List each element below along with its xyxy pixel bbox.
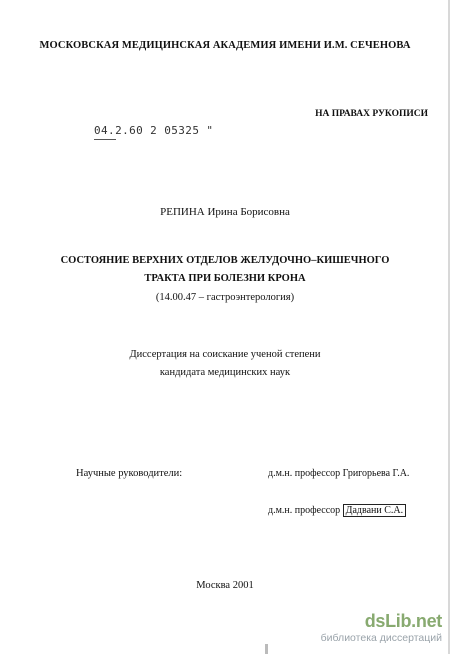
watermark-subtitle: библиотека диссертаций [320,632,442,644]
thesis-title-line-2: ТРАКТА ПРИ БОЛЕЗНИ КРОНА [144,273,306,284]
supervisors-label: Научные руководители: [76,468,183,479]
supervisor-2 [268,505,406,516]
stamp-number: 04.2.60 2 05325 " [94,124,214,137]
library-stamp [94,124,213,137]
scan-mark [265,644,268,654]
stamp-underline [94,139,116,140]
watermark-logo[interactable]: dsLib.net [364,611,442,631]
watermark[interactable] [321,612,442,644]
specialty-code: (14.00.47 – гастроэнтерология) [155,292,295,303]
supervisor-2-title: д.м.н. профессор [268,505,343,516]
city-year: Москва 2001 [196,580,254,591]
academy-name: МОСКОВСКАЯ МЕДИЦИНСКАЯ АКАДЕМИЯ ИМЕНИ И.М. СЕЧЕНОВА [39,40,411,51]
manuscript-rights: НА ПРАВАХ РУКОПИСИ [315,109,428,119]
degree-line-2: кандидата медицинских наук [159,367,291,378]
thesis-title-line-1: СОСТОЯНИЕ ВЕРХНИХ ОТДЕЛОВ ЖЕЛУДОЧНО–КИШЕЧНОГО [60,255,390,266]
supervisor-1: д.м.н. профессор Григорьева Г.А. [268,468,410,479]
author-name: РЕПИНА Ирина Борисовна [160,206,290,218]
degree-line-1: Диссертация на соискание ученой степени [129,349,321,360]
supervisor-2-name: Дадвани С.А. [343,504,406,517]
